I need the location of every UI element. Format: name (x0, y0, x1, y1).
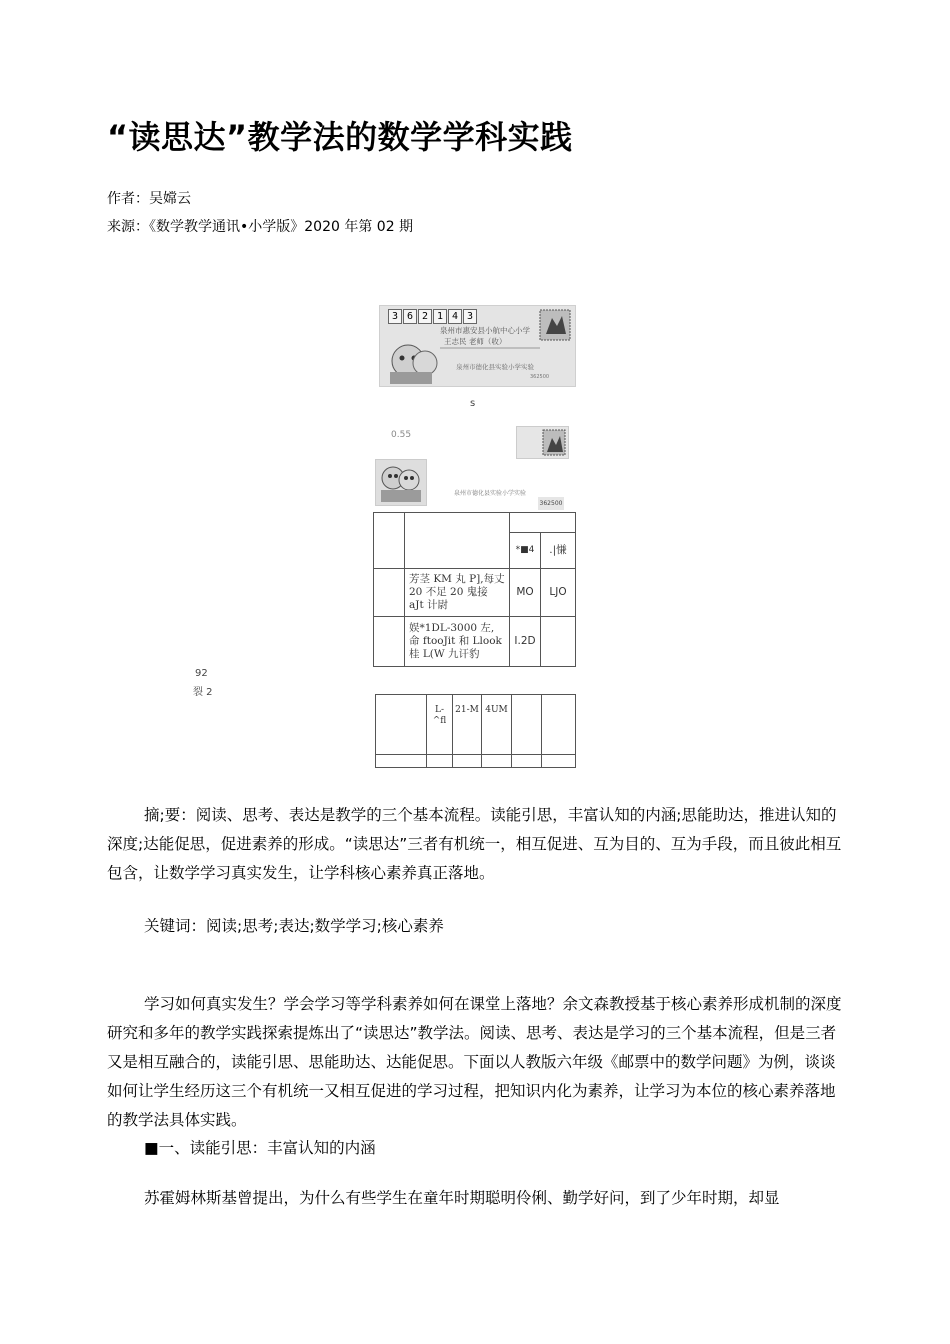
postcode-digit: 4 (448, 309, 462, 324)
table-cell-value (541, 617, 576, 667)
stamp-image (516, 426, 569, 459)
table-row (374, 617, 576, 667)
table-header-cell (512, 695, 542, 755)
stamp-recipient-name: 王志民 老师（收） (444, 337, 507, 346)
kids-illustration-icon (376, 460, 426, 505)
table-header-cell: 21-M (453, 695, 482, 755)
figure-caption: 裂 2 (193, 687, 213, 698)
table-cell (510, 513, 576, 533)
table-cell-desc: 娱*1DL-3000 左, 命 ftooJit 和 Llook 桂 L(W 九讦豹 (405, 617, 510, 667)
article-title: “读思达”教学法的数学学科实践 (107, 118, 573, 156)
envelope-image (379, 305, 576, 387)
table-row (374, 569, 576, 617)
table-cell-value: I.2D (510, 617, 541, 667)
postcode-digit: 2 (418, 309, 432, 324)
intro-paragraph: 学习如何真实发生？学会学习等学科素养如何在课堂上落地？余文森教授基于核心素养形成机制的深度研究和多年的教学实践探索提炼出了“读思达”教学法。阅读、思考、表达是学习的三个基本流程，但是三者又是相互融合的，读能引思、思能助达、达能促思。下面以人教版六年级《邮票中的数学问题》为例，谈谈如何让学生经历这三个有机统一又相互促进的学习过程，把知识内化为素养，让学习为本位的核心素养落地的教学法具体实践。 (107, 995, 842, 1129)
stamp-recipient-school: 泉州市惠安县小航中心小学 (440, 326, 530, 335)
table-cell-desc: 芳茎 KM 丸 P],每丈 20 不足 20 鬼接 aJt 计尉 (405, 569, 510, 617)
table-header-cell (542, 695, 576, 755)
author-line: 作者：吴嫦云 (107, 191, 191, 207)
table-cell (482, 755, 512, 768)
table-cell-value: MO (510, 569, 541, 617)
postage-table (373, 512, 576, 667)
source-line: 来源：《数学教学通讯•小学版》2020 年第 02 期 (107, 219, 414, 235)
table-row (376, 755, 576, 768)
kids-picture (375, 459, 427, 506)
table-header-cell: .|慊 (541, 533, 576, 569)
table-cell (453, 755, 482, 768)
blurred-code: 362500 (538, 497, 564, 510)
postcode-digit: 1 (433, 309, 447, 324)
stamp-sender: 泉州市德化县实验小学实验 (456, 363, 534, 371)
table-header-cell: L-^fl (427, 695, 453, 755)
table-row (376, 695, 576, 755)
keywords-line: 关键词：阅读;思考;表达;数学学习;核心素养 (144, 917, 444, 935)
table-cell (376, 755, 427, 768)
postcode-digit: 3 (388, 309, 402, 324)
section-paragraph: 苏霍姆林斯基曾提出，为什么有些学生在童年时期聪明伶俐、勤学好问，到了少年时期，却显 (144, 1189, 780, 1207)
table-cell (542, 755, 576, 768)
table-cell (512, 755, 542, 768)
figure-mark-055: 0.55 (391, 430, 412, 440)
section-heading: ■一、读能引思：丰富认知的内涵 (144, 1139, 376, 1157)
table-cell (374, 513, 405, 569)
table-header-cell: *■4 (510, 533, 541, 569)
table-header-cell: 4UM (482, 695, 512, 755)
table-cell (405, 513, 510, 569)
stamp-illustration-icon (517, 427, 568, 458)
abstract-paragraph: 摘;要：阅读、思考、表达是教学的三个基本流程。读能引思，丰富认知的内涵;思能助达，推进认知的深度;达能促思，促进素养的形成。“读思达”三者有机统一，相互促进、互为目的、互为手段，而且彼此相互包含，让数学学习真实发生，让学科核心素养真正落地。 (107, 806, 842, 882)
envelope-illustration-icon (380, 306, 575, 386)
table-cell (374, 569, 405, 617)
stamp-count-table (375, 694, 576, 768)
table-cell (376, 695, 427, 755)
postcode-digit: 3 (463, 309, 477, 324)
table-cell-value: LJO (541, 569, 576, 617)
table-cell (427, 755, 453, 768)
table-cell (374, 617, 405, 667)
figure-mark-s: s (470, 398, 476, 409)
stamp-code: 362500 (530, 374, 550, 380)
figure-number: 92 (195, 668, 208, 679)
postcode-digit: 6 (403, 309, 417, 324)
blurred-address: 泉州市德化县实验小学实验 (454, 490, 527, 497)
